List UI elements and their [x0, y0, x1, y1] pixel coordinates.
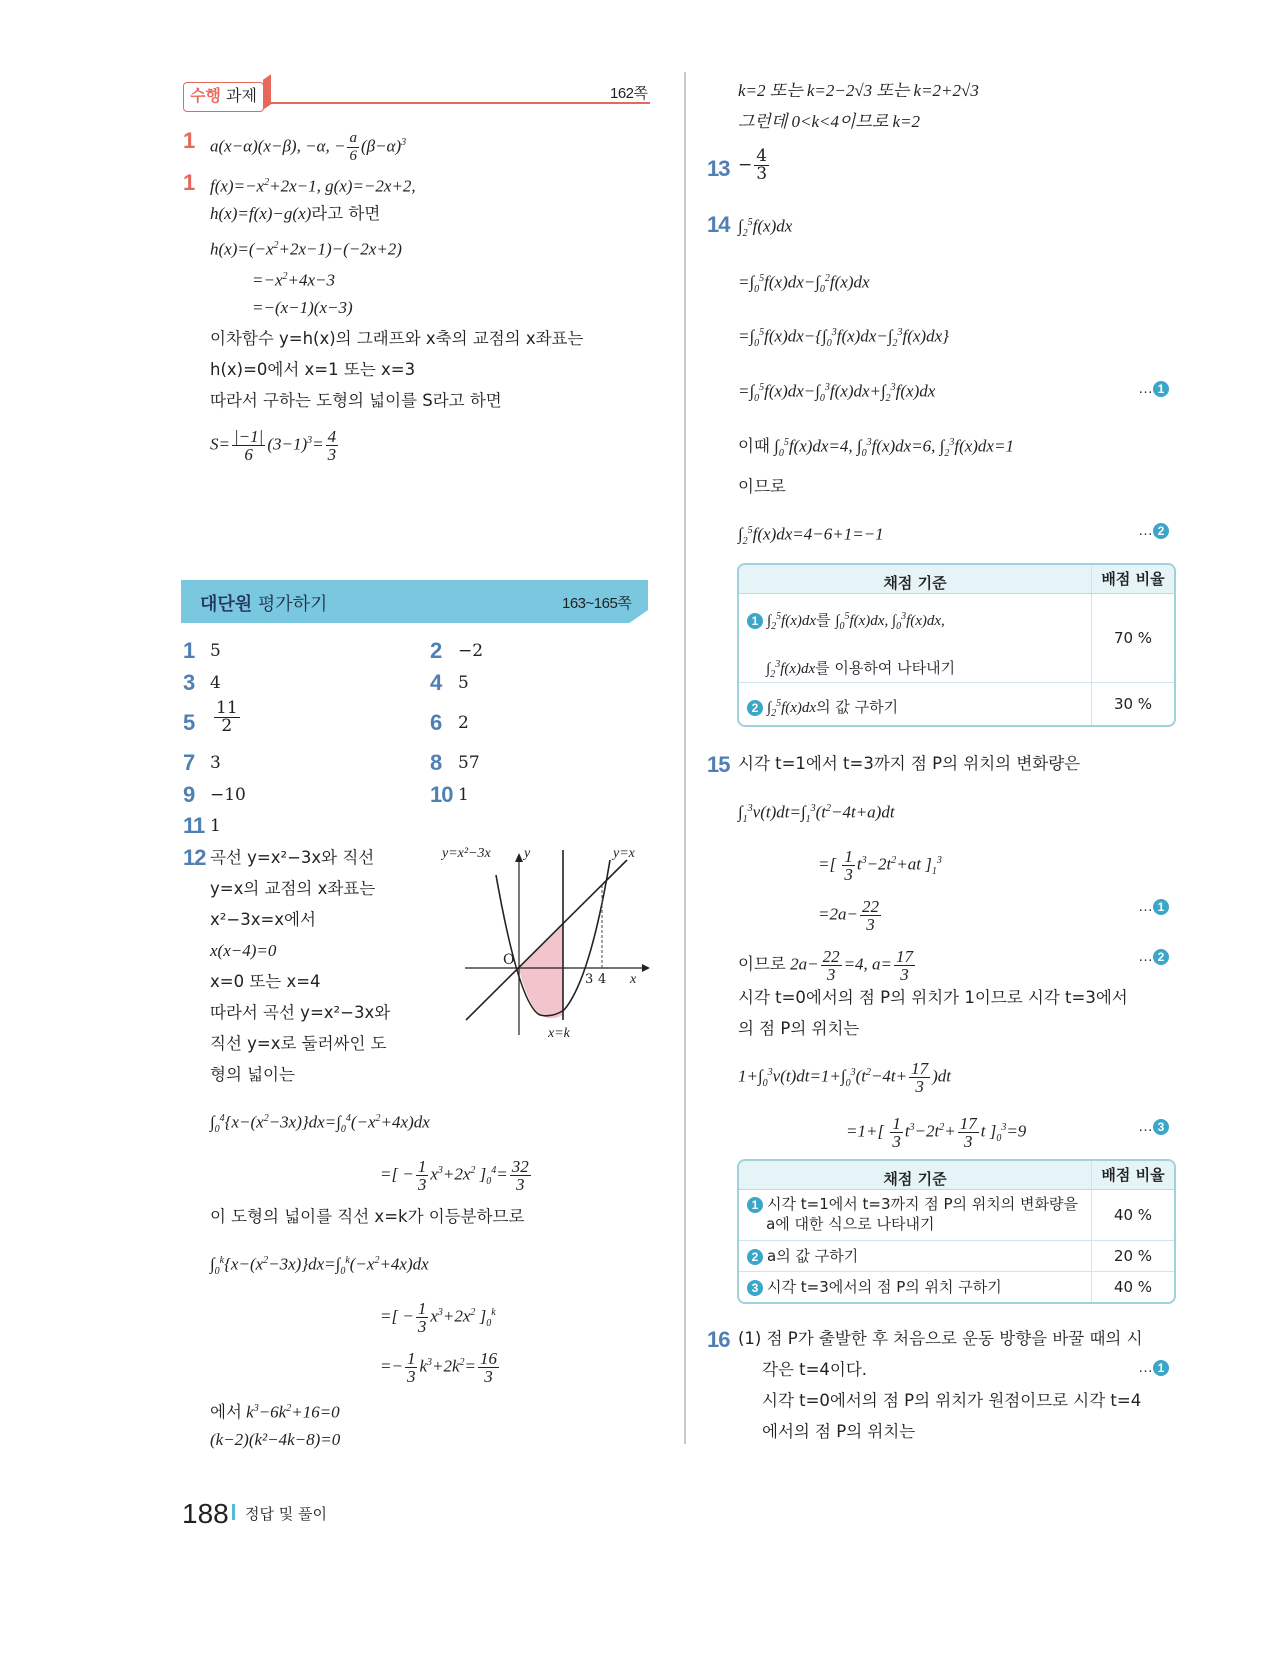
q14-line-2: $=\int_0^5f(x)dx-\int_0^2f(x)dx$ — [738, 272, 870, 296]
q12-line-13: =[ − $\frac{1}{3}$ $x^3+2x^2$ ]$_0^k$ — [380, 1299, 496, 1336]
footer-divider — [232, 1504, 235, 1520]
footer-label: 정답 및 풀이 — [245, 1505, 327, 1523]
score-mark-16-1: … 1 — [1138, 1359, 1173, 1376]
answer-2: −2 — [458, 641, 484, 661]
answer-num-1: 1 — [183, 638, 195, 663]
tick-4: 4 — [598, 972, 607, 987]
q16-line-1: (1) 점 P가 출발한 후 처음으로 운동 방향을 바꿀 때의 시 — [738, 1329, 1143, 1348]
answer-num-11: 11 — [183, 813, 205, 838]
q12-line-14: =− $\frac{1}{3}$ $k^3+2k^2=$ $\frac{16}{3}$ — [380, 1349, 498, 1386]
q14-line-1: $\int_2^5f(x)dx$ — [738, 216, 793, 240]
task-2-line-6: 이차함수 y=h(x)의 그래프와 x축의 교점의 x좌표는 — [210, 329, 584, 348]
tick-3: 3 — [585, 972, 594, 987]
q14-line-3: $=\int_0^5f(x)dx-\{\int_0^3f(x)dx-\int_2^3f(x)dx\}$ — [738, 326, 949, 350]
answer-7: 3 — [210, 753, 221, 773]
q12-line-11: 이 도형의 넓이를 직선 x=k가 이등분하므로 — [210, 1207, 525, 1226]
y-axis-label: y — [524, 846, 531, 861]
q15-line-2: $\int_1^3v(t)dt=\int_1^3(t^2-4t+a)dt$ — [738, 802, 895, 826]
q12-line-16: (k−2)(k²−4k−8)=0 — [210, 1430, 341, 1449]
answer-13: − $\frac{4}{3}$ — [738, 146, 768, 184]
q15-line-6: 시각 t=0에서의 점 P의 위치가 1이므로 시각 t=3에서 — [738, 988, 1128, 1007]
q12-line-10: =[ − $\frac{1}{3}$ $x^3+2x^2$ ]$_0^4=$ $\frac{32}{3}$ — [380, 1157, 529, 1194]
q12-line-9: $\int_0^4\{x-(x^2-3x)\}dx=\int_0^4(-x^2+4x)dx$ — [210, 1112, 430, 1136]
answer-4: 5 — [458, 673, 469, 693]
task-num-2: 1 — [183, 170, 196, 195]
answer-5: $\frac{11}{2}$ — [216, 698, 238, 736]
q12-line-6: 따라서 곡선 y=x²−3x와 — [210, 1003, 391, 1022]
q14-line-6: 이므로 — [738, 477, 786, 496]
page-ref-163-165: 163~165쪽 — [562, 595, 632, 612]
q15-line-4: =2a− $\frac{22}{3}$ — [818, 897, 879, 934]
scoring-table-14: 채점 기준 배점 비율 1 $\int_2^5f(x)dx$를 $\int_0^5f(x)dx$, $\int_0^3f(x)dx$, $\int_2^3f(x)dx$를 이용하여 나타내기 70 % 2 $\int_2^5f(x)dx$의 값 구하기 30 % — [737, 563, 1176, 727]
score-mark-15-2: … 2 — [1138, 948, 1173, 965]
task-2-line-3: $h(x)=(-x^2+2x-1)-(-2x+2)$ — [210, 239, 402, 259]
answer-num-15: 15 — [707, 752, 730, 777]
task-2-line-2: h(x)=f(x)−g(x)라고 하면 — [210, 204, 381, 223]
answer-num-14: 14 — [707, 212, 730, 237]
q16-line-4: 에서의 점 P의 위치는 — [762, 1422, 916, 1441]
score-mark-15-1: … 1 — [1138, 898, 1173, 915]
answer-num-4: 4 — [430, 670, 442, 695]
q12-line-8: 형의 넓이는 — [210, 1065, 295, 1084]
q12-line-1: 곡선 y=x²−3x와 직선 — [210, 848, 375, 867]
task-2-line-9: S= $\frac{|-1|}{6}$ $(3-1)^3=$ $\frac{4}{3}$ — [210, 427, 337, 464]
curve-label: y=x²−3x — [442, 846, 491, 861]
task-1-answer: a(x−α)(x−β), −α, − $\frac{a}{6}$ $(\beta-\alpha)^3$ — [210, 130, 407, 164]
page-number: 188 — [182, 1498, 229, 1529]
q15-line-9: =1+[ $\frac{1}{3}$ $t^3-2t^2+$ $\frac{17}{3}$ t ]$_0^3=9$ — [846, 1114, 1027, 1151]
answer-1: 5 — [210, 641, 221, 661]
task-num-1: 1 — [183, 128, 196, 153]
q14-line-5: 이때 $\int_0^5f(x)dx=4$, $\int_0^3f(x)dx=6$, $\int_2^3f(x)dx=1$ — [738, 436, 1014, 460]
answer-11: 1 — [210, 816, 221, 836]
score-mark-2: … 2 — [1138, 522, 1173, 539]
performance-task-tag: 수행 과제 — [183, 82, 264, 112]
q12-line-7: 직선 y=x로 둘러싸인 도 — [210, 1034, 387, 1053]
answer-num-10: 10 — [430, 782, 453, 807]
q15-line-1: 시각 t=1에서 t=3까지 점 P의 위치의 변화량은 — [738, 754, 1081, 773]
q12-cont-line-2: 그런데 0<k<4이므로 k=2 — [738, 112, 921, 131]
answer-num-7: 7 — [183, 750, 195, 775]
answer-10: 1 — [458, 785, 469, 805]
q12-cont-line-1: k=2 또는 k=2−2√3 또는 k=2+2√3 — [738, 81, 979, 100]
q15-line-3: =[ $\frac{1}{3}$ $t^3-2t^2+at$ ]$_1^3$ — [818, 847, 942, 884]
parabola-line-graph — [430, 840, 660, 1050]
answer-num-13: 13 — [707, 156, 730, 181]
q12-line-5: x=0 또는 x=4 — [210, 972, 321, 991]
task-2-line-8: 따라서 구하는 도형의 넓이를 S라고 하면 — [210, 391, 502, 410]
answer-num-9: 9 — [183, 782, 195, 807]
section-rule — [270, 102, 650, 104]
q16-line-2: 각은 t=4이다. — [762, 1360, 868, 1379]
task-2-line-4: $=-x^2+4x-3$ — [252, 270, 335, 290]
vline-label: x=k — [548, 1026, 570, 1041]
q12-line-2: y=x의 교점의 x좌표는 — [210, 879, 376, 898]
answer-num-12: 12 — [183, 845, 206, 870]
q14-line-4: $=\int_0^5f(x)dx-\int_0^3f(x)dx+\int_2^3f(x)dx$ — [738, 381, 936, 405]
answer-num-2: 2 — [430, 638, 442, 663]
q15-line-7: 의 점 P의 위치는 — [738, 1019, 860, 1038]
q12-line-15: 에서 $k^3-6k^2+16=0$ — [210, 1402, 340, 1422]
answer-num-8: 8 — [430, 750, 442, 775]
unit-review-title: 대단원 평가하기 — [200, 594, 328, 615]
q15-line-5: 이므로 2a− $\frac{22}{3}$ =4, a= $\frac{17}{3}$ — [738, 947, 914, 984]
origin-label: O — [503, 952, 515, 968]
task-2-line-1: $f(x)=-x^2+2x-1$, g(x)=−2x+2, — [210, 176, 416, 196]
x-axis-label: x — [630, 972, 637, 987]
answer-8: 57 — [458, 753, 480, 773]
score-mark-15-3: … 3 — [1138, 1118, 1173, 1135]
score-mark-1: … 1 — [1138, 380, 1173, 397]
line-label: y=x — [613, 846, 635, 861]
column-divider — [684, 72, 686, 1444]
answer-3: 4 — [210, 673, 221, 693]
task-2-line-5: =−(x−1)(x−3) — [252, 298, 353, 317]
q12-line-4: x(x−4)=0 — [210, 941, 277, 960]
answer-num-6: 6 — [430, 710, 442, 735]
q16-line-3: 시각 t=0에서의 점 P의 위치가 원점이므로 시각 t=4 — [762, 1391, 1142, 1410]
q12-line-12: $\int_0^k\{x-(x^2-3x)\}dx=\int_0^k(-x^2+4x)dx$ — [210, 1254, 429, 1278]
answer-num-5: 5 — [183, 710, 195, 735]
answer-6: 2 — [458, 713, 469, 733]
q14-line-7: $\int_2^5f(x)dx=4-6+1=-1$ — [738, 524, 884, 548]
page-ref-162: 162쪽 — [610, 85, 648, 102]
task-2-line-7: h(x)=0에서 x=1 또는 x=3 — [210, 360, 416, 379]
scoring-table-15: 채점 기준 배점 비율 1 시각 t=1에서 t=3까지 점 P의 위치의 변화량을 a에 대한 식으로 나타내기 40 % 2 a의 값 구하기 20 % 3 시각 t=3에서의 점 P의 위치 구하기 40 % — [737, 1159, 1176, 1304]
answer-num-3: 3 — [183, 670, 195, 695]
answer-num-16: 16 — [707, 1327, 730, 1352]
q15-line-8: $1+\int_0^3v(t)dt=1+\int_0^3(t^2-4t+$ $\frac{17}{3}$ )dt — [738, 1059, 952, 1096]
q12-line-3: x²−3x=x에서 — [210, 910, 316, 929]
answer-9: −10 — [210, 785, 246, 805]
